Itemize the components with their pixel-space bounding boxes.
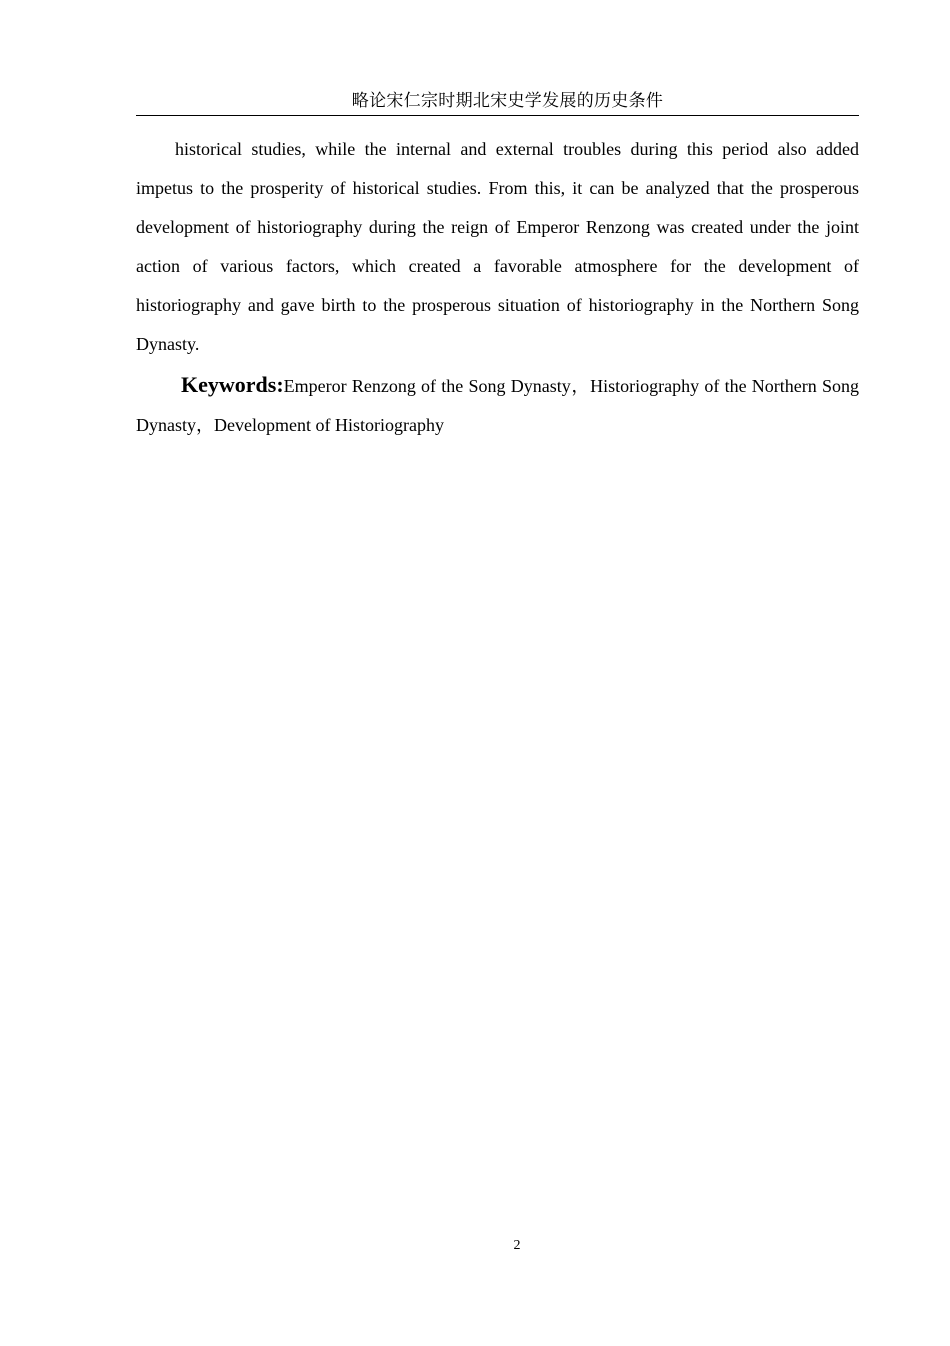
keywords-text: Emperor Renzong of the Song Dynasty，Historiography of the Northern Song Dynasty，Development of Historiography [136, 376, 859, 435]
page-number: 2 [513, 1238, 521, 1253]
body-paragraph: historical studies, while the internal and external troubles during this period also added impetus to the prosperity of historical studies. From this, it can be analyzed that the prosperous development of historiography during the reign of Emperor Renzong was created under the joint action of various factors, which created a favorable atmosphere for the development of historiography and gave birth to the prosperous situation of historiography in the Northern Song Dynasty. [136, 139, 859, 354]
header-title: 略论宋仁宗时期北宋史学发展的历史条件 [351, 91, 664, 111]
keywords-label: Keywords: [181, 372, 284, 397]
keywords-paragraph [136, 365, 859, 445]
running-header [136, 90, 859, 116]
